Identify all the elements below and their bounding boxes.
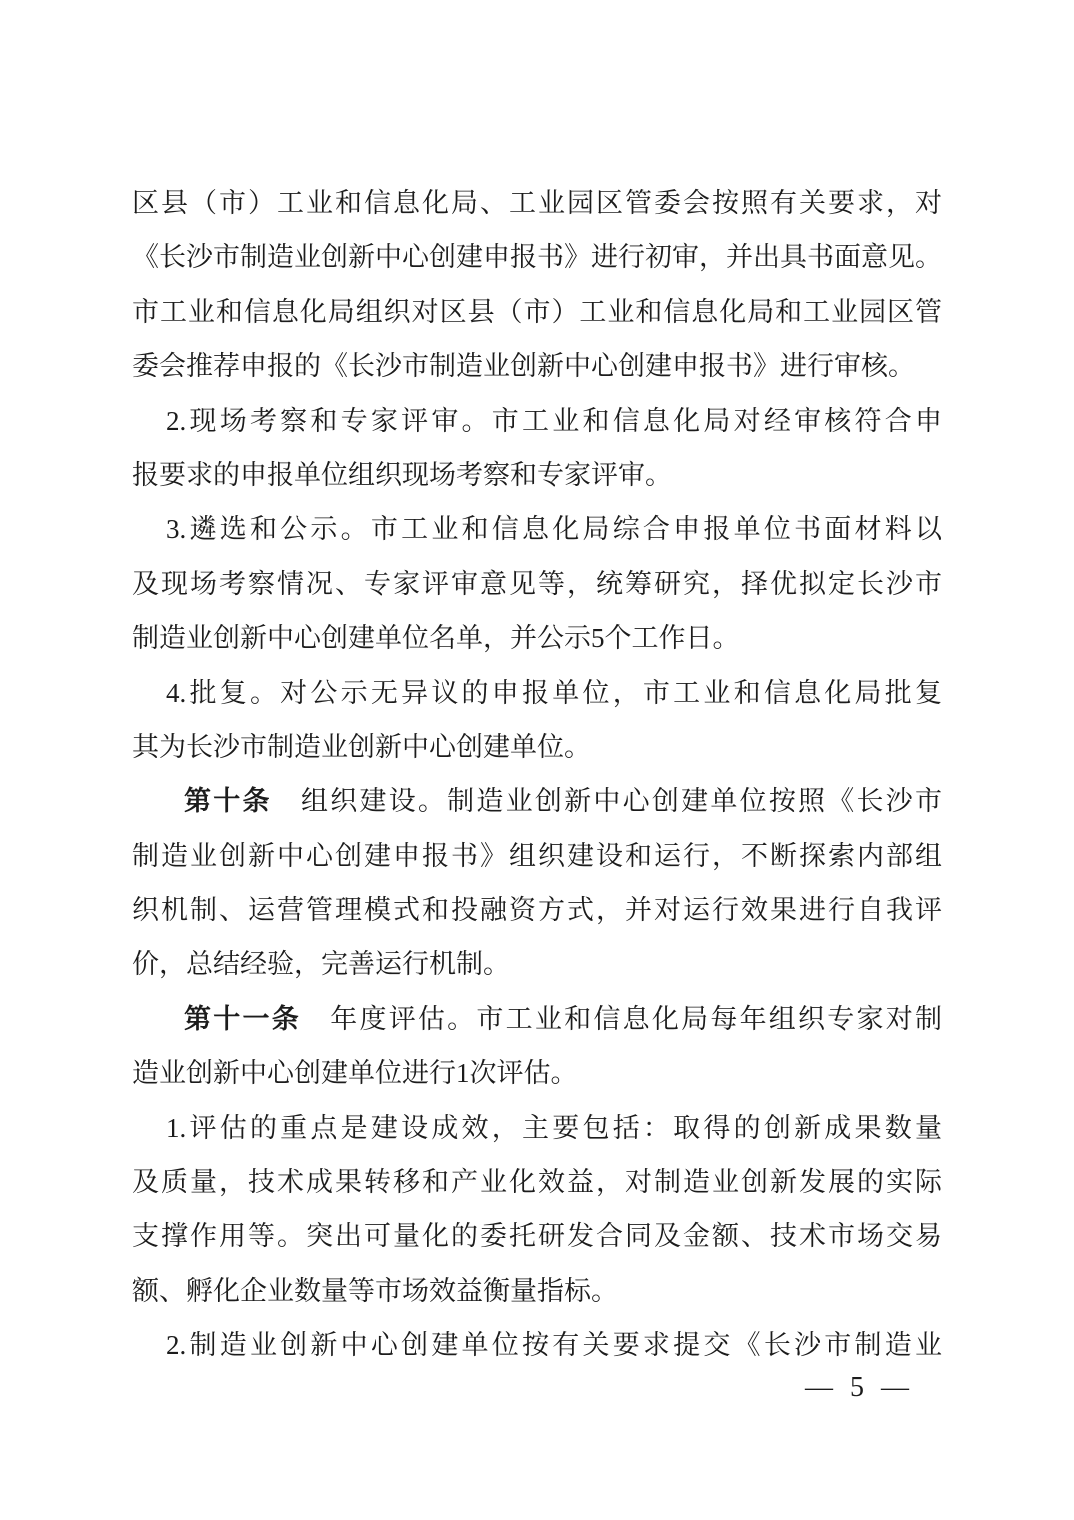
- doc-line: [132, 1046, 942, 1100]
- line-text: 制造业创新中心创建单位名单，并公示5个工作日。: [132, 623, 740, 654]
- line-text: 额、孵化企业数量等市场效益衡量指标。: [132, 1275, 618, 1306]
- line-text: 及现场考察情况、专家评审意见等，统筹研究，择优拟定长沙市: [132, 568, 942, 599]
- line-text: 1.评估的重点是建设成效，主要包括：取得的创新成果数量: [166, 1112, 942, 1143]
- doc-line: [132, 937, 942, 991]
- doc-line: [132, 557, 942, 611]
- line-text: 其为长沙市制造业创新中心创建单位。: [132, 731, 591, 762]
- doc-line: [132, 339, 942, 393]
- article-number-bold: 第十一条: [184, 1003, 301, 1034]
- line-text: 2.现场考察和专家评审。市工业和信息化局对经审核符合申: [166, 405, 942, 436]
- doc-line: [132, 1318, 942, 1372]
- line-text: 造业创新中心创建单位进行1次评估。: [132, 1058, 578, 1089]
- document-body: [132, 176, 942, 1373]
- doc-line: [132, 720, 942, 774]
- line-text: 组织建设。制造业创新中心创建单位按照《长沙市: [271, 786, 943, 817]
- line-text: 支撑作用等。突出可量化的委托研发合同及金额、技术市场交易: [132, 1221, 942, 1252]
- line-text: 区县（市）工业和信息化局、工业园区管委会按照有关要求，对: [132, 188, 942, 218]
- line-text: 4.批复。对公示无异议的申报单位，市工业和信息化局批复: [166, 677, 942, 708]
- page-number: — 5 —: [805, 1372, 914, 1403]
- line-text: 委会推荐申报的《长沙市制造业创新中心创建申报书》进行审核。: [132, 351, 915, 382]
- doc-line: [132, 883, 942, 937]
- line-text: 2.制造业创新中心创建单位按有关要求提交《长沙市制造业: [166, 1330, 942, 1361]
- line-text: 3.遴选和公示。市工业和信息化局综合申报单位书面材料以: [166, 514, 942, 545]
- doc-line: [132, 285, 942, 339]
- doc-line: [132, 666, 942, 720]
- line-text: 织机制、运营管理模式和投融资方式，并对运行效果进行自我评: [132, 895, 942, 926]
- line-text: 《长沙市制造业创新中心创建申报书》进行初审，并出具书面意见。: [132, 242, 942, 273]
- doc-line: [132, 829, 942, 883]
- doc-line-article-11: [132, 992, 942, 1046]
- line-text: 制造业创新中心创建申报书》组织建设和运行，不断探索内部组: [132, 840, 942, 871]
- doc-line: [132, 502, 942, 556]
- doc-line: [132, 1264, 942, 1318]
- doc-line: [132, 1155, 942, 1209]
- line-text: 年度评估。市工业和信息化局每年组织专家对制: [300, 1003, 943, 1034]
- doc-line: [132, 230, 942, 284]
- article-number-bold: 第十条: [184, 786, 272, 817]
- doc-line-article-10: [132, 774, 942, 828]
- doc-line: [132, 176, 942, 230]
- line-text: 价，总结经验，完善运行机制。: [132, 949, 510, 980]
- line-text: 市工业和信息化局组织对区县（市）工业和信息化局和工业园区管: [132, 296, 942, 327]
- doc-line: [132, 611, 942, 665]
- doc-line: [132, 1101, 942, 1155]
- doc-line: [132, 448, 942, 502]
- doc-line: [132, 394, 942, 448]
- line-text: 及质量，技术成果转移和产业化效益，对制造业创新发展的实际: [132, 1167, 942, 1198]
- doc-line: [132, 1209, 942, 1263]
- line-text: 报要求的申报单位组织现场考察和专家评审。: [132, 459, 672, 490]
